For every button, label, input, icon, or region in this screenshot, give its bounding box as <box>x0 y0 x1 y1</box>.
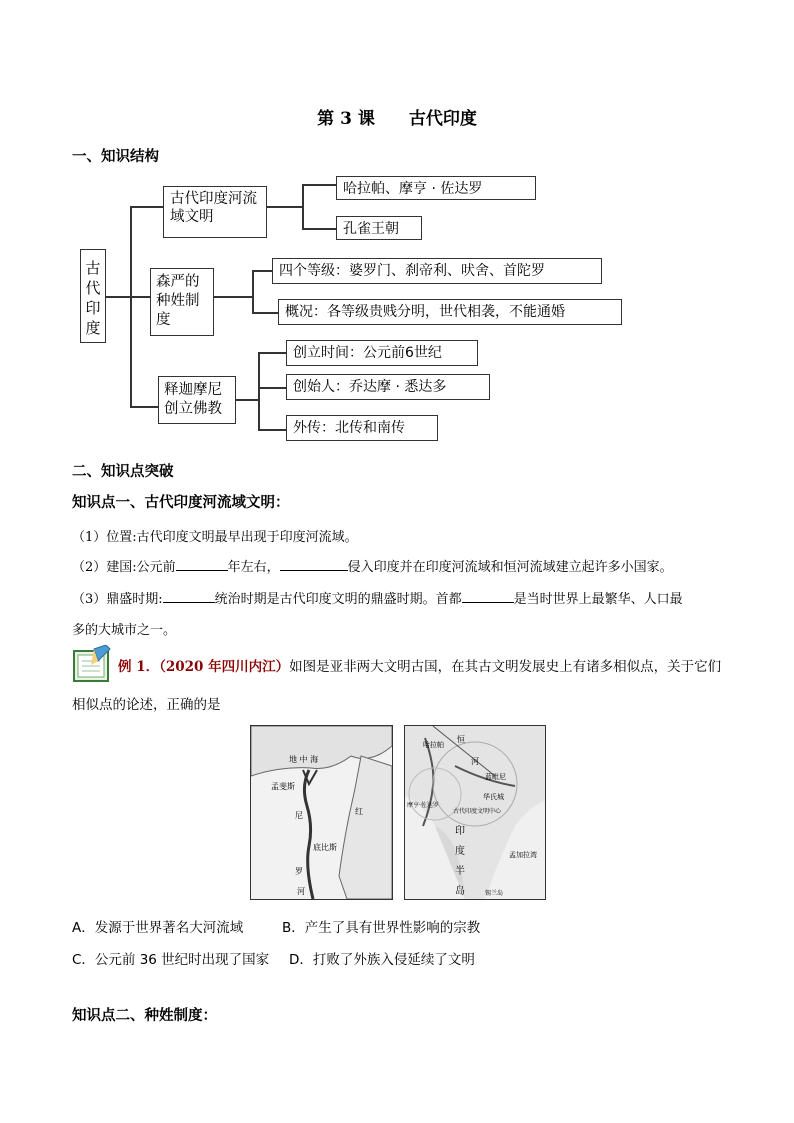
fill-blank[interactable] <box>462 589 514 603</box>
section-heading-breakthrough: 二、知识点突破 <box>72 463 174 480</box>
tree-leaf-harappa: 哈拉帕、摩亨 · 佐达罗 <box>336 176 536 200</box>
map-label: 岛 <box>455 886 465 897</box>
fill-blank[interactable] <box>280 557 348 571</box>
tree-leaf-caste-overview: 概况：各等级贵贱分明，世代相袭，不能通婚 <box>278 299 622 325</box>
map-label: 锡兰岛 <box>485 890 504 897</box>
map-label: 孟斐斯 <box>271 782 295 791</box>
map-label: 度 <box>455 846 465 857</box>
kp1-item1: （1）位置:古代印度文明最早出现于印度河流域。 <box>72 530 358 545</box>
option-b[interactable]: B．产生了具有世界性影响的宗教 <box>282 920 481 936</box>
tree-leaf-founder: 创始人：乔达摩 · 悉达多 <box>286 374 490 400</box>
kp1-item3: （3）鼎盛时期: 统治时期是古代印度文明的鼎盛时期。首都 是当时世界上最繁华、人口最 <box>72 588 683 607</box>
map-label: 哈拉帕 <box>423 741 444 749</box>
map-label: 罗 <box>295 867 303 876</box>
kp2-heading: 知识点二、种姓制度： <box>72 1007 217 1024</box>
kp1-item2: （2）建国:公元前 年左右， 侵入印度并在印度河流域和恒河流域建立起许多小国家。 <box>72 556 673 575</box>
kp1-item3-cont: 多的大城市之一。 <box>72 623 177 638</box>
option-d[interactable]: D．打败了外族入侵延续了文明 <box>289 952 475 968</box>
map-label: 华氏城 <box>483 793 504 801</box>
tree-branch-indus: 古代印度河流域文明 <box>163 186 267 238</box>
example-1-line2: 相似点的论述，正确的是 <box>72 697 221 713</box>
section-heading-structure: 一、知识结构 <box>72 148 159 165</box>
option-a[interactable]: A．发源于世界著名大河流域 <box>72 920 244 936</box>
tree-leaf-founding-time: 创立时间：公元前6世纪 <box>286 340 478 366</box>
tree-root: 古代印度 <box>80 249 106 343</box>
map-label: 半 <box>455 866 465 877</box>
map-label: 尼 <box>295 811 303 820</box>
notebook-pencil-icon <box>72 645 112 683</box>
map-label: 河 <box>297 887 305 896</box>
kp1-heading: 知识点一、古代印度河流域文明： <box>72 494 290 511</box>
map-label: 摩亨·佐达罗 <box>407 802 439 809</box>
map-label: 地 中 海 <box>289 755 319 764</box>
option-c[interactable]: C．公元前 36 世纪时出现了国家 <box>72 952 270 968</box>
tree-leaf-maurya: 孔雀王朝 <box>336 216 422 240</box>
map-label: 古代印度文明中心 <box>453 808 502 815</box>
fill-blank[interactable] <box>176 557 228 571</box>
map-india <box>404 725 546 900</box>
map-egypt <box>250 725 393 900</box>
tree-branch-buddhism: 释迦摩尼创立佛教 <box>158 376 236 424</box>
tree-branch-caste: 森严的种姓制度 <box>150 268 214 336</box>
map-label: 河 <box>471 757 479 766</box>
map-label: 印 <box>455 826 465 837</box>
map-label: 红 <box>355 807 363 816</box>
map-label: 底比斯 <box>313 843 337 852</box>
map-label: 蓝毗尼 <box>485 773 506 781</box>
page-title: 第 3 课 古代印度 <box>317 109 477 129</box>
tree-leaf-four-classes: 四个等级：婆罗门、刹帝利、吠舍、首陀罗 <box>272 258 602 284</box>
tree-leaf-spread: 外传：北传和南传 <box>286 415 438 441</box>
example-1-line1: 例 1．（2020 年四川内江）如图是亚非两大文明古国，在其古文明发展史上有诸多相似点，关于它们 <box>118 659 722 675</box>
map-label: 孟加拉湾 <box>509 851 537 859</box>
fill-blank[interactable] <box>163 589 215 603</box>
map-label: 恒 <box>457 735 465 744</box>
